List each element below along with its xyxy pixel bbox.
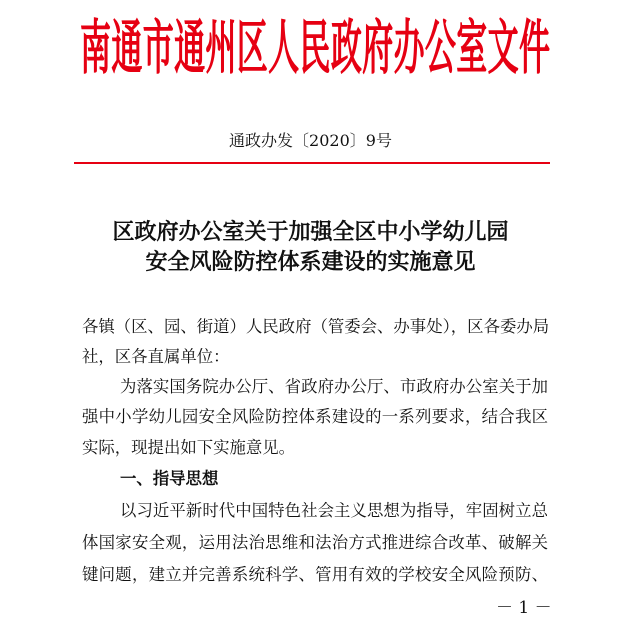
- document-masthead: [80, 14, 550, 84]
- body-line: 体国家安全观，运用法治思维和法治方式推进综合改革、破解关: [82, 533, 548, 552]
- body-line: 各镇（区、园、街道）人民政府（管委会、办事处），区各委办局: [82, 317, 550, 336]
- body-line: 强中小学幼儿园安全风险防控体系建设的一系列要求，结合我区: [82, 407, 548, 426]
- page-number: － 1 －: [496, 598, 552, 618]
- document-title-line-2: 安全风险防控体系建设的实施意见: [145, 250, 476, 275]
- document-number: 通政办发〔2020〕9号: [229, 131, 392, 150]
- document-title-line-1: 区政府办公室关于加强全区中小学幼儿园: [112, 220, 509, 245]
- body-line: 实际，现提出如下实施意见。: [82, 438, 296, 457]
- body-line: 为落实国务院办公厅、省政府办公厅、市政府办公室关于加: [120, 377, 548, 396]
- masthead-text: 南通市通州区人民政府办公室文件: [80, 14, 550, 84]
- section-heading: 一、指导思想: [120, 469, 219, 488]
- body-line: 键问题，建立并完善系统科学、管用有效的学校安全风险预防、: [82, 565, 548, 584]
- body-line: 以习近平新时代中国特色社会主义思想为指导，牢固树立总: [120, 501, 548, 520]
- red-divider: [74, 162, 550, 164]
- body-line: 社，区各直属单位：: [82, 347, 230, 366]
